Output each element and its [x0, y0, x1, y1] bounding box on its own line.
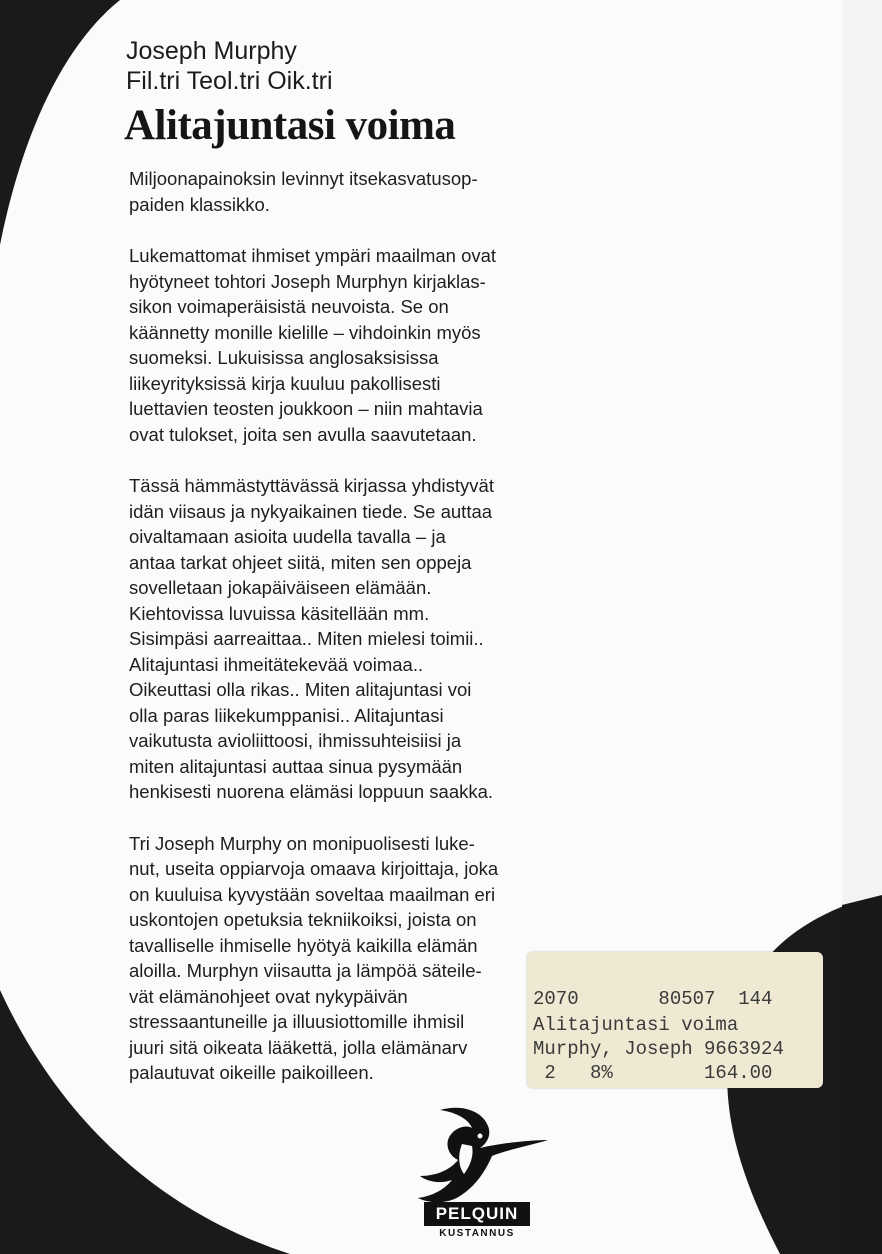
- publisher-subtitle: KUSTANNUS: [439, 1228, 515, 1239]
- sticker-codes: 2070 80507 144: [533, 988, 773, 1010]
- sticker-price: 2 8% 164.00: [533, 1062, 773, 1084]
- author-degrees: Fil.tri Teol.tri Oik.tri: [126, 67, 333, 95]
- price-sticker: [527, 952, 823, 1088]
- sticker-author: Murphy, Joseph 9663924: [533, 1038, 784, 1060]
- blurb-paragraph-4: Tri Joseph Murphy on monipuolisesti luke- nut, useita oppiarvoja omaava kirjoittaja, joka on kuuluisa kyvystään soveltaa maailman eri uskontojen opetuksia tekniikoiksi, joista on tavalliselle ihmiselle hyötyä kaikilla elämän aloilla. Murphyn viisautta ja lämpöä säteile- vät elämänohjeet ovat nykypäivän stressaantuneille ja illuusiottomille ihmisil juuri sitä oikeata lääkettä, jolla elämänarv palautuvat oikeille paikoilleen.: [129, 832, 499, 1083]
- sticker-title: Alitajuntasi voima: [533, 1014, 739, 1036]
- publisher-name: PELQUIN: [424, 1202, 530, 1226]
- blurb-paragraph-2: Lukemattomat ihmiset ympäri maailman ovat hyötyneet tohtori Joseph Murphyn kirjaklas- sikon voimaperäisistä neuvoista. Se on käännetty monille kielille – vihdoinkin myös suomeksi. Lukuisissa anglosaksisissa liikeyrityksissä kirja kuuluu pakollisesti luettavien teosten joukkoon – niin mahtavia ovat tulokset, joita sen avulla saavutetaan.: [129, 245, 497, 445]
- author-name: Joseph Murphy: [126, 37, 297, 65]
- blurb: [129, 166, 569, 1112]
- book-title: Alitajuntasi voima: [124, 102, 456, 149]
- blurb-paragraph-3: Tässä hämmästyttävässä kirjassa yhdistyvät idän viisaus ja nykyaikainen tiede. Se auttaa oivaltamaan asioita uudella tavalla – ja antaa tarkat ohjeet siitä, miten sen oppeja sovelletaan jokapäiväiseen elämään. Kiehtovissa luvuissa käsitellään mm. Sisimpäsi aarreaittaa.. Miten mielesi toimii.. Alitajuntasi ihmeitätekevää voimaa.. Oikeuttasi olla rikas.. Miten alitajuntasi voi olla paras liikekumppanisi.. Alitajuntasi vaikutusta avioliittoosi, ihmissuhteisiisi ja miten alitajuntasi auttaa sinua pysymään henkisesti nuorena elämäsi loppuun saakka.: [129, 475, 494, 802]
- blurb-paragraph-1: Miljoonapainoksin levinnyt itsekasvatusop- paiden klassikko.: [129, 168, 478, 215]
